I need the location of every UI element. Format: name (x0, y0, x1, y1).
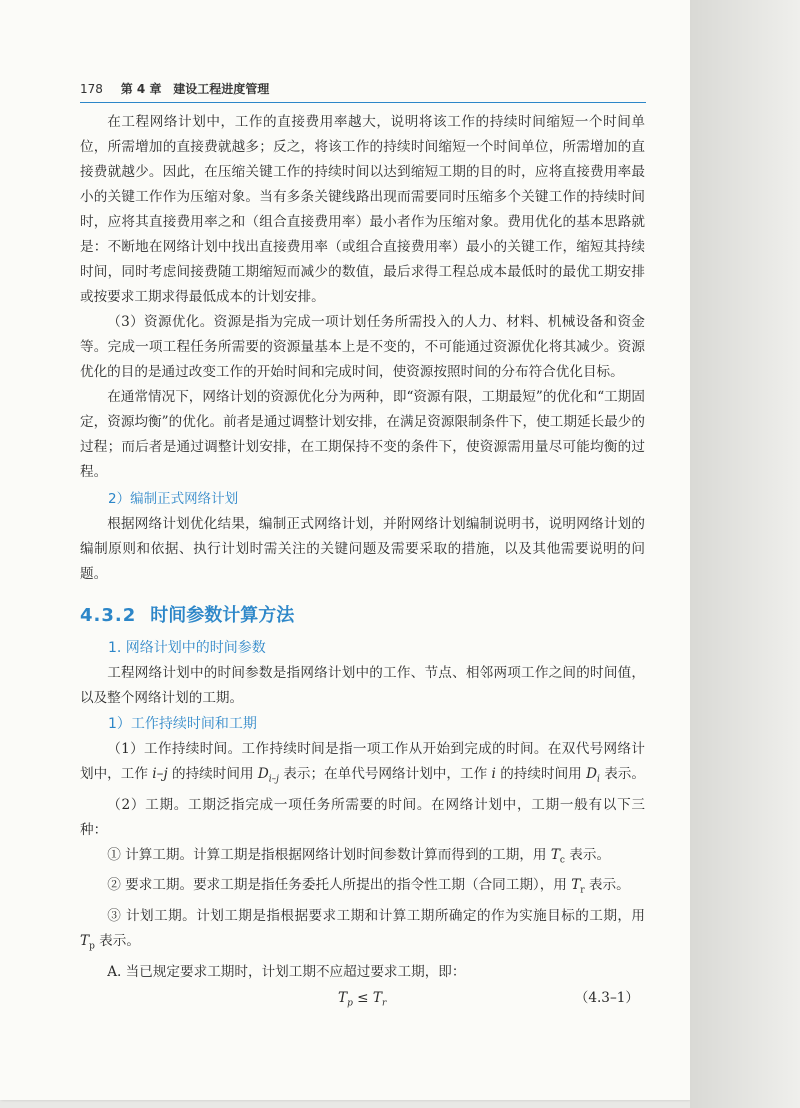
paragraph-resource-optimization: （3）资源优化。资源是指为完成一项计划任务所需投入的人力、材料、机械设备和资金等。完成一项工程任务所需要的资源量基本上是不变的，不可能通过资源优化将其减少。资源优化的目的是通过改变工作的开始时间和完成时间，使资源按照时间的分布符合优化目标。 (80, 314, 645, 380)
math-sub-i: i (597, 774, 600, 785)
text-run: 表示。 (584, 877, 630, 894)
text-run: 表示。 (564, 846, 611, 863)
running-header (80, 80, 646, 103)
paragraph-rule-a: A. 当已规定要求工期时，计划工期不应超过要求工期，即： (107, 963, 466, 980)
math-T: T (550, 846, 560, 863)
paragraph-time-parameters: 工程网络计划中的时间参数是指网络计划中的工作、节点、相邻两项工作之间的时间值，以及整个网络计划的工期。 (80, 665, 645, 706)
math-i: i (491, 766, 496, 782)
math-T: T (338, 989, 348, 1006)
heading-time-parameters: 1. 网络计划中的时间参数 (108, 640, 266, 656)
math-sub-ij: i–j (268, 774, 279, 785)
paragraph-cost-optimization: 在工程网络计划中，工作的直接费用率越大，说明将该工作的持续时间缩短一个时间单位，所需增加的直接费就越多；反之，将该工作的持续时间缩短一个时间单位，所需增加的直接费就越少。因此，在压缩关键工作的持续时间以达到缩短工期的目的时，应将直接费用率最小的关键工作作为压缩对象。当有多条关键线路出现而需要同时压缩多个关键工作的持续时间时，应将其直接费用率之和（组合直接费用率）最小者作为压缩对象。费用优化的基本思路就是：不断地在网络计划中找出直接费用率（或组合直接费用率）最小的关键工作，缩短其持续时间，同时考虑间接费随工期缩短而减少的数值，最后求得工程总成本最低时的最优工期安排或按要求工期求得最低成本的计划安排。 (80, 114, 645, 305)
text-run: （1）工作持续时间。工作持续时间是指一项工作从开始到完成的时间。在双代号网络计划中，工作 (80, 741, 645, 782)
math-sub-r: r (580, 886, 585, 897)
page-gutter (690, 0, 800, 1108)
text-run: 表示；在单代号网络计划中，工作 (278, 766, 492, 782)
math-sub-r: r (381, 998, 387, 1009)
math-T: T (571, 877, 581, 894)
chapter-label: 第 4 章 (120, 82, 162, 96)
text-run: ① 计算工期。计算工期是指根据网络计划时间参数计算而得到的工期，用 (107, 846, 551, 863)
equation-number: （4.3–1） (574, 989, 639, 1006)
heading-duration-and-period: 1）工作持续时间和工期 (108, 716, 257, 732)
math-ij: i–j (152, 766, 168, 782)
math-T: T (80, 933, 90, 950)
paragraph-computed-period (80, 843, 645, 874)
text-run: ② 要求工期。要求工期是指任务委托人所提出的指令性工期（合同工期），用 (107, 877, 572, 894)
page-number: 178 (80, 82, 103, 96)
math-sub-c: c (559, 855, 565, 866)
section-number: 4.3.2 (80, 605, 137, 626)
paragraph-resource-types: 在通常情况下，网络计划的资源优化分为两种，即“资源有限，工期最短”的优化和“工期固定，资源均衡”的优化。前者是通过调整计划安排，在满足资源限制条件下，使工期延长最少的过程；而后者是通过调整计划安排，在工期保持不变的条件下，使资源需用量尽可能均衡的过程。 (80, 389, 645, 480)
paragraph-period: （2）工期。工期泛指完成一项任务所需要的时间。在网络计划中，工期一般有以下三种： (80, 796, 645, 838)
formula-expression (338, 985, 386, 1017)
math-D: D (586, 766, 597, 782)
paragraph-compile-plan: 根据网络计划优化结果，编制正式网络计划，并附网络计划编制说明书，说明网络计划的编制原则和依据、执行计划时需关注的关键问题及需要采取的措施，以及其他需要说明的问题。 (80, 516, 645, 582)
text-run: ③ 计划工期。计划工期是指根据要求工期和计算工期所确定的作为实施目标的工期，用 (107, 908, 645, 925)
text-run: 表示。 (599, 766, 645, 782)
paragraph-planned-period (80, 904, 645, 960)
paragraph-work-duration (80, 737, 645, 793)
section-title: 时间参数计算方法 (150, 605, 295, 626)
paragraph-required-period (80, 873, 645, 904)
text-run: 表示。 (94, 933, 140, 950)
text-run: 的持续时间用 (495, 766, 587, 782)
page-body (80, 110, 645, 1011)
heading-compile-formal-plan: 2）编制正式网络计划 (108, 491, 239, 507)
math-operator: ≤ (352, 989, 373, 1006)
math-T: T (372, 989, 382, 1006)
math-sub-p: p (89, 941, 95, 952)
math-D: D (257, 766, 269, 782)
formula-4-3-1 (80, 985, 645, 1011)
text-run: 的持续时间用 (167, 766, 258, 782)
math-sub-p: p (347, 998, 353, 1009)
chapter-title: 建设工程进度管理 (173, 82, 270, 96)
section-heading (80, 601, 645, 631)
